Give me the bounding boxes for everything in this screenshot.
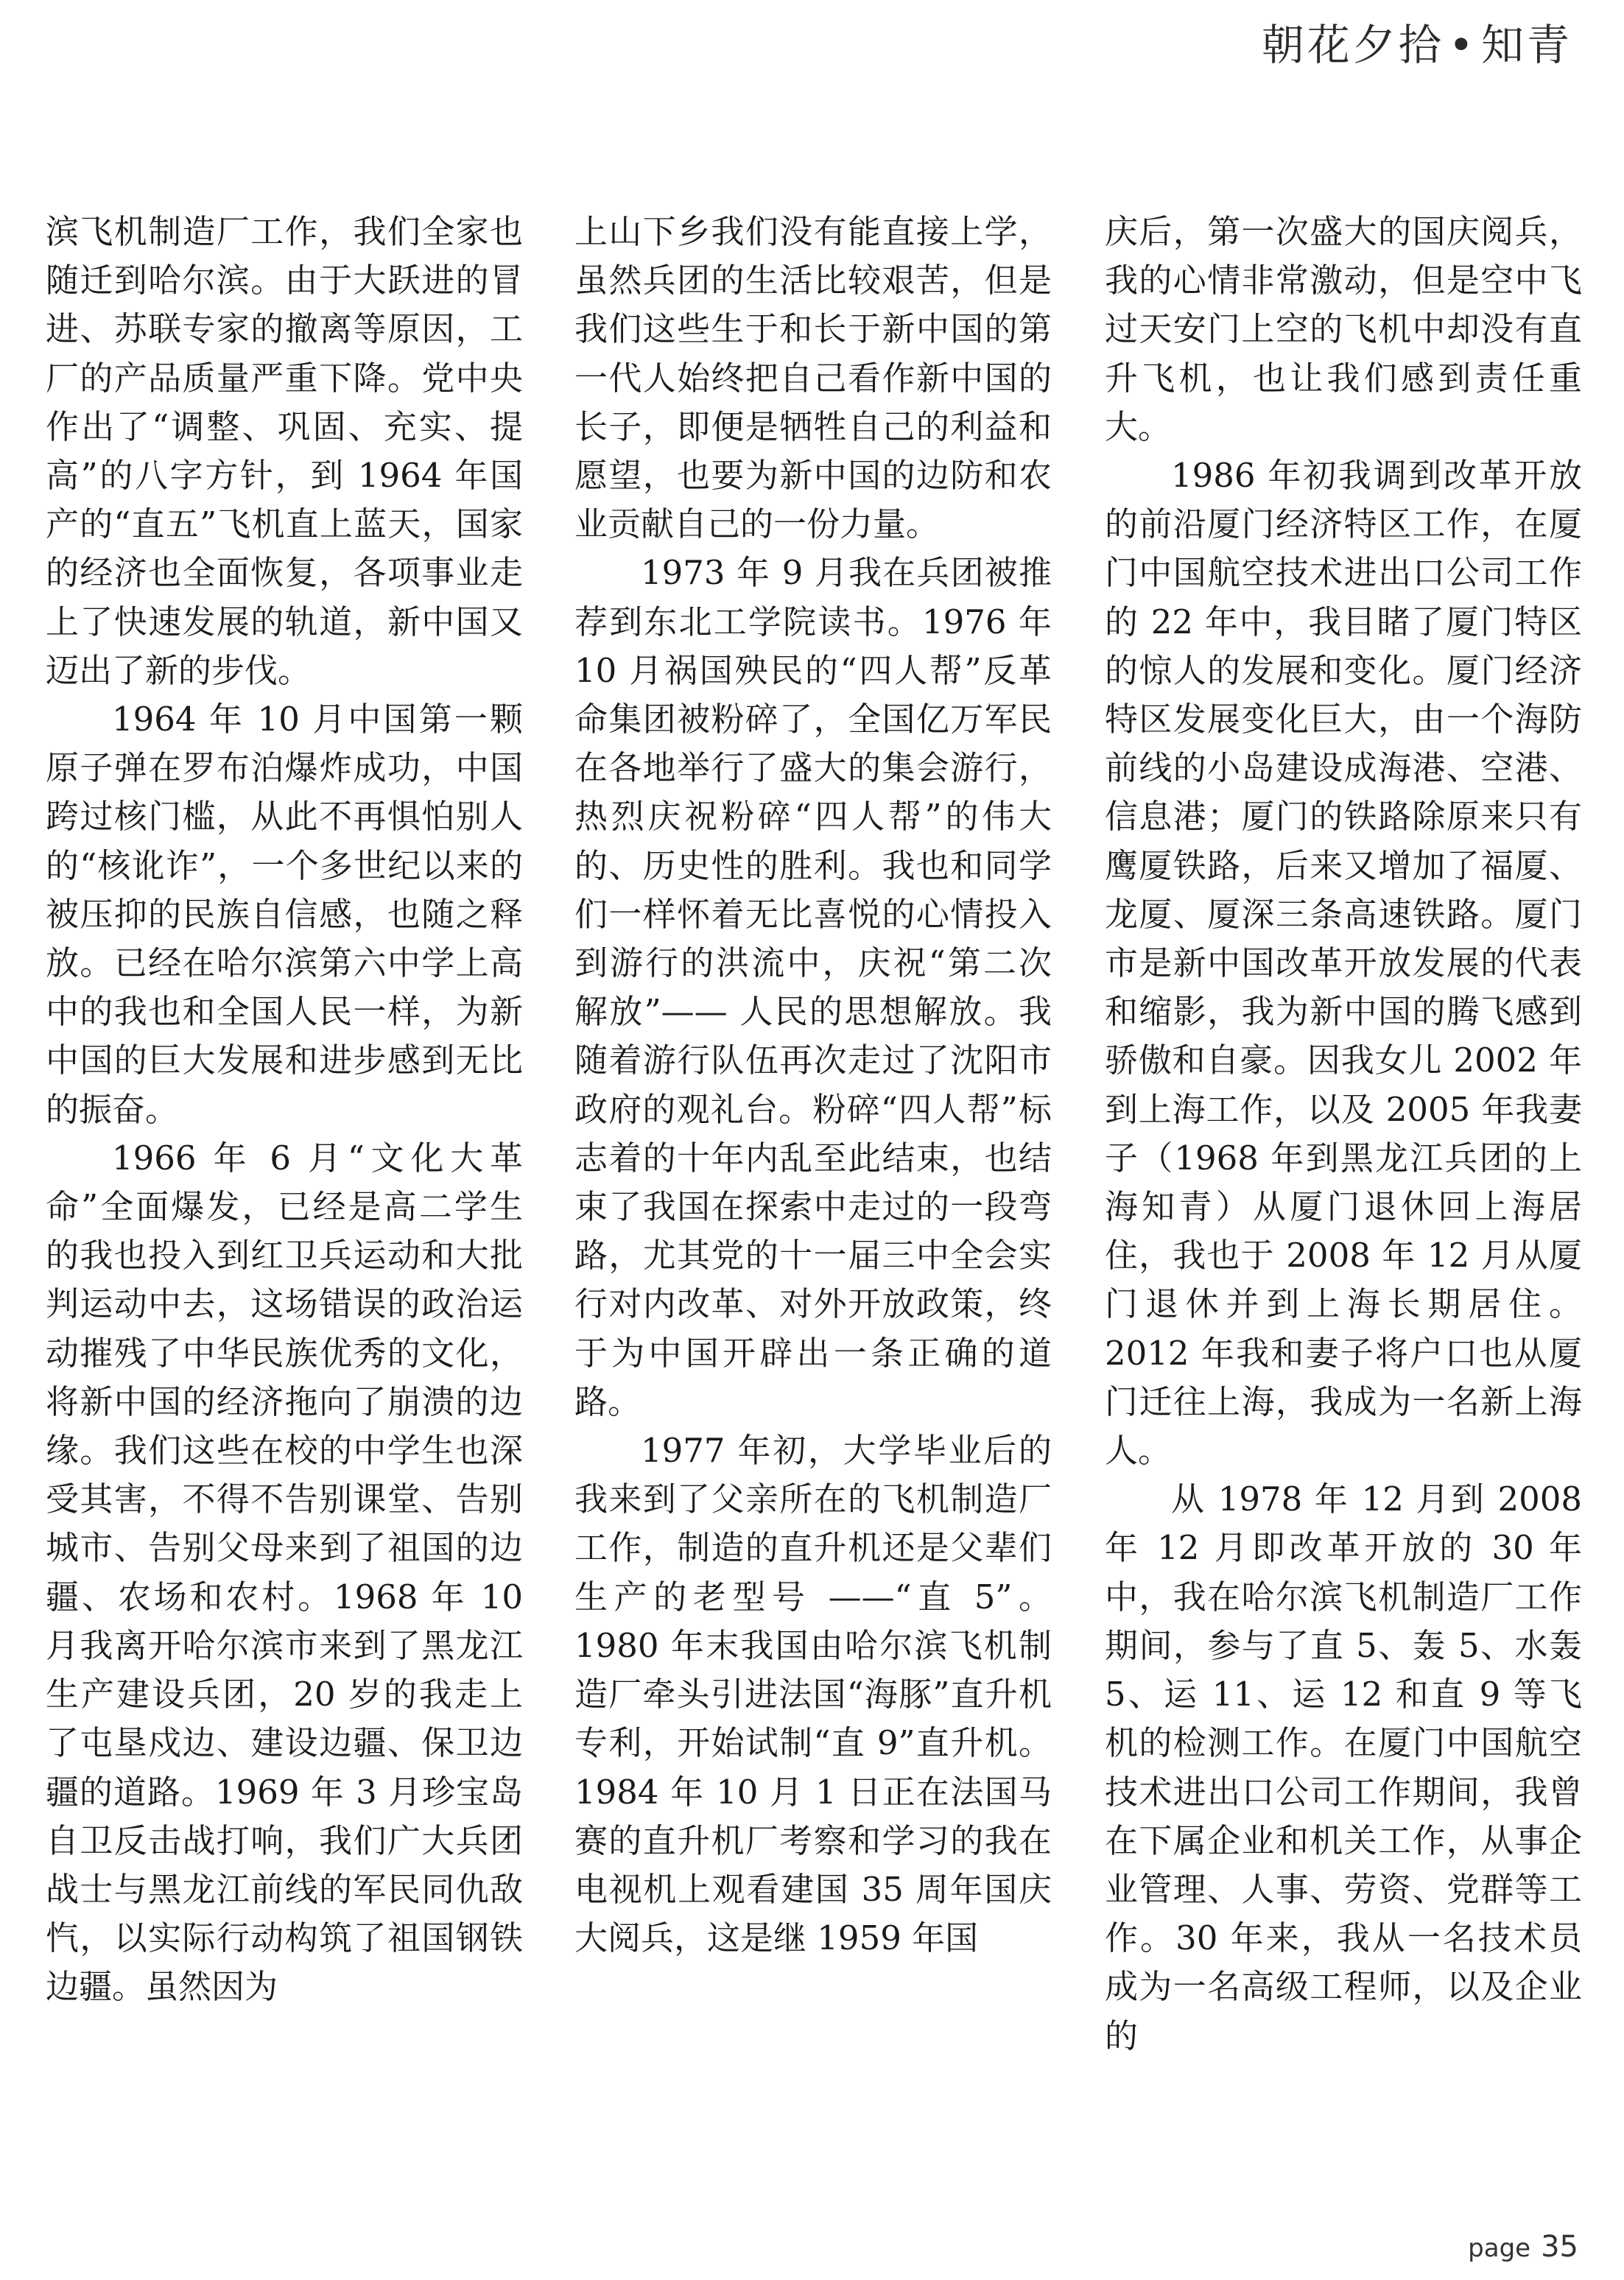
page-label: page (1468, 2234, 1531, 2263)
running-header (1262, 10, 1572, 72)
page-number: 35 (1541, 2230, 1578, 2264)
paragraph: 滨飞机制造厂工作，我们全家也随迁到哈尔滨。由于大跃进的冒进、苏联专家的撤离等原因，工厂的产品质量严重下降。党中央作出了“调整、巩固、充实、提高”的八字方针，到 1964 年国产的“直五”飞机直上蓝天，国家的经济也全面恢复，各项事业走上了快速发展的轨道，新中国又迈出了新的步伐。 (46, 212, 523, 690)
header-separator: • (1448, 20, 1477, 70)
paragraph: 庆后，第一次盛大的国庆阅兵，我的心情非常激动，但是空中飞过天安门上空的飞机中却没有直升飞机，也让我们感到责任重大。 (1105, 212, 1582, 446)
paragraph: 上山下乡我们没有能直接上学，虽然兵团的生活比较艰苦，但是我们这些生于和长于新中国的第一代人始终把自己看作新中国的长子，即便是牺牲自己的利益和愿望，也要为新中国的边防和农业贡献自己的一份力量。 (574, 212, 1052, 544)
paragraph: 1966 年 6 月“文化大革命”全面爆发，已经是高二学生的我也投入到红卫兵运动和大批判运动中去，这场错误的政治运动摧残了中华民族优秀的文化，将新中国的经济拖向了崩溃的边缘。我们这些在校的中学生也深受其害，不得不告别课堂、告别城市、告别父母来到了祖国的边疆、农场和农村。1968 年 10 月我离开哈尔滨市来到了黑龙江生产建设兵团，20 岁的我走上了屯垦戍边、建设边疆、保卫边疆的道路。1969 年 3 月珍宝岛自卫反击战打响，我们广大兵团战士与黑龙江前线的军民同仇敌忾，以实际行动构筑了祖国钢铁边疆。虽然因为 (46, 1138, 523, 2007)
paragraph: 1977 年初，大学毕业后的我来到了父亲所在的飞机制造厂工作，制造的直升机还是父辈们生产的老型号 ——“直 5”。1980 年末我国由哈尔滨飞机制造厂牵头引进法国“海豚”直升机专利，开始试制“直 9”直升机。1984 年 10 月 1 日正在法国马赛的直升机厂考察和学习的我在电视机上观看建国 35 周年国庆大阅兵，这是继 1959 年国 (574, 1431, 1052, 1958)
column-3 (1105, 208, 1582, 2061)
header-category: 知青 (1480, 20, 1572, 70)
column-2 (574, 208, 1052, 1963)
page-footer (1468, 2230, 1578, 2264)
paragraph: 1973 年 9 月我在兵团被推荐到东北工学院读书。1976 年 10 月祸国殃民的“四人帮”反革命集团被粉碎了，全国亿万军民在各地举行了盛大的集会游行，热烈庆祝粉碎“四人帮”的伟大的、历史性的胜利。我也和同学们一样怀着无比喜悦的心情投入到游行的洪流中，庆祝“第二次解放”—— 人民的思想解放。我随着游行队伍再次走过了沈阳市政府的观礼台。粉碎“四人帮”标志着的十年内乱至此结束，也结束了我国在探索中走过的一段弯路，尤其党的十一届三中全会实行对内改革、对外开放政策，终于为中国开辟出一条正确的道路。 (574, 553, 1052, 1421)
header-section: 朝花夕拾 (1261, 20, 1444, 70)
paragraph: 1986 年初我调到改革开放的前沿厦门经济特区工作，在厦门中国航空技术进出口公司工作的 22 年中，我目睹了厦门特区的惊人的发展和变化。厦门经济特区发展变化巨大，由一个海防前线的小岛建设成海港、空港、信息港；厦门的铁路除原来只有鹰厦铁路，后来又增加了福厦、龙厦、厦深三条高速铁路。厦门市是新中国改革开放发展的代表和缩影，我为新中国的腾飞感到骄傲和自豪。因我女儿 2002 年到上海工作，以及 2005 年我妻子（1968 年到黑龙江兵团的上海知青）从厦门退休回上海居住，我也于 2008 年 12 月从厦门退休并到上海长期居住。2012 年我和妻子将户口也从厦门迁往上海，我成为一名新上海人。 (1105, 456, 1582, 1471)
paragraph: 1964 年 10 月中国第一颗原子弹在罗布泊爆炸成功，中国跨过核门槛，从此不再惧怕别人的“核讹诈”，一个多世纪以来的被压抑的民族自信感，也随之释放。已经在哈尔滨第六中学上高中的我也和全国人民一样，为新中国的巨大发展和进步感到无比的振奋。 (46, 700, 523, 1129)
paragraph: 从 1978 年 12 月到 2008 年 12 月即改革开放的 30 年中，我在哈尔滨飞机制造厂工作期间，参与了直 5、轰 5、水轰 5、运 11、运 12 和直 9 等飞机的检测工作。在厦门中国航空技术进出口公司工作期间，我曾在下属企业和机关工作，从事企业管理、人事、劳资、党群等工作。30 年来，我从一名技术员成为一名高级工程师，以及企业的 (1105, 1479, 1582, 2055)
column-1 (46, 208, 523, 2012)
